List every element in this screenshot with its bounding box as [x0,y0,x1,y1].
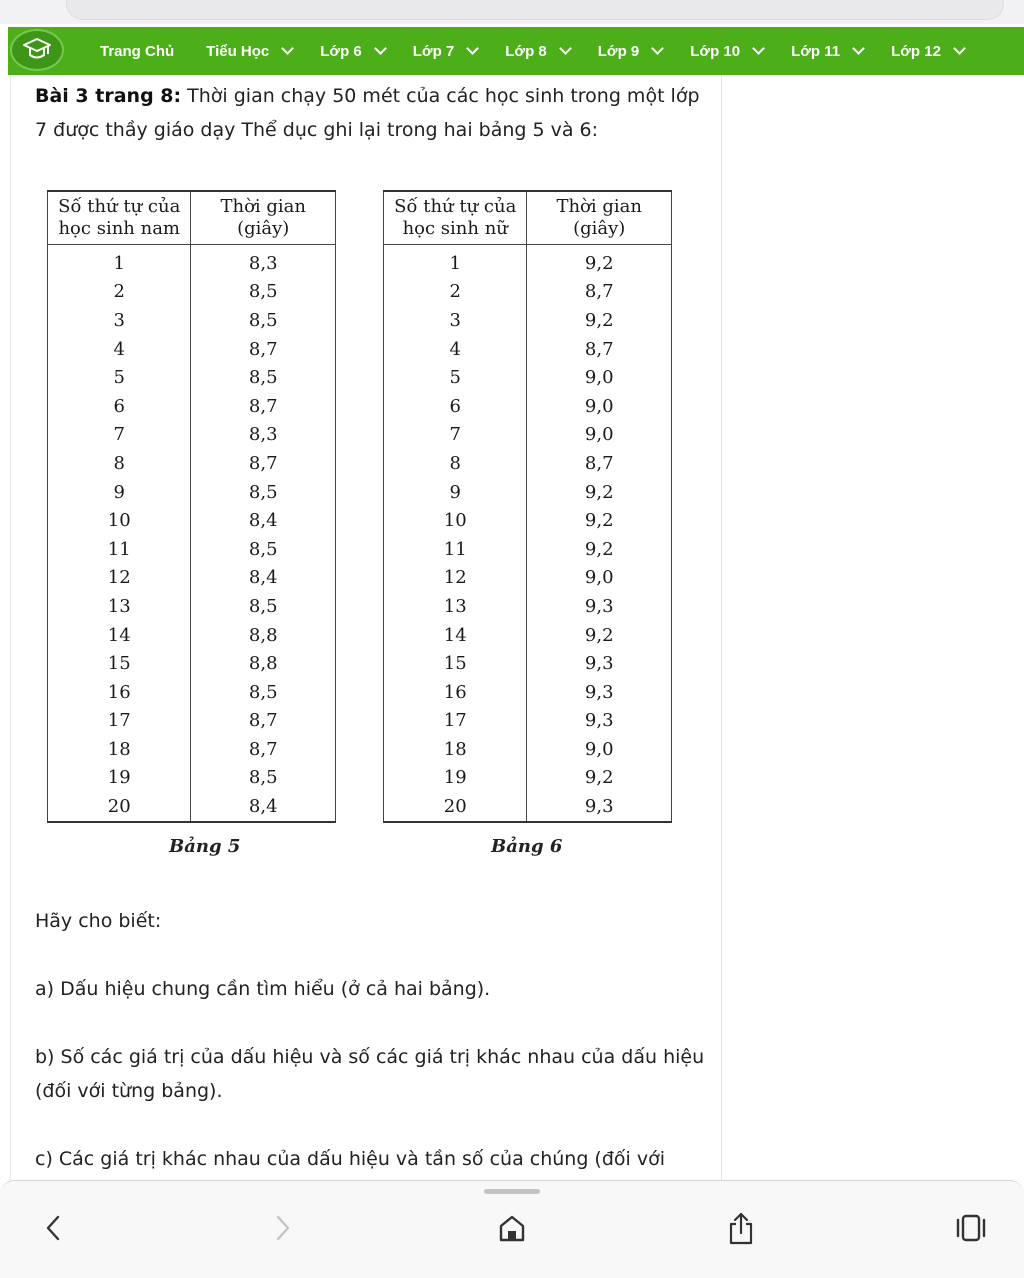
table-row [384,278,672,307]
table-row [384,306,672,335]
time-cell: 8,5 [191,592,336,621]
student-index-cell: 20 [48,792,191,822]
chevron-down-icon[interactable] [651,42,664,55]
student-index-cell: 12 [384,564,527,593]
table-row [384,678,672,707]
table5-caption: Bảng 5 [169,836,241,857]
chevron-down-icon[interactable] [953,42,966,55]
chevron-down-icon[interactable] [374,42,387,55]
student-index-cell: 2 [384,278,527,307]
student-index-cell: 9 [48,478,191,507]
table-row [384,707,672,736]
student-index-cell: 5 [384,363,527,392]
table-row [48,649,336,678]
time-cell: 9,2 [527,506,672,535]
nav-item-6[interactable] [690,43,763,60]
student-index-cell: 10 [384,506,527,535]
time-cell: 8,7 [191,707,336,736]
student-index-cell: 12 [48,564,191,593]
time-cell: 8,5 [191,478,336,507]
graduation-cap-icon [22,36,52,64]
table-row [384,735,672,764]
time-cell: 8,7 [191,335,336,364]
nav-item-label: Lớp 9 [597,42,640,60]
nav-item-3[interactable] [413,43,478,60]
time-cell: 9,0 [527,735,672,764]
table-row [384,421,672,450]
time-cell: 8,5 [191,678,336,707]
student-index-cell: 15 [48,649,191,678]
student-index-cell: 20 [384,792,527,822]
time-cell: 8,4 [191,792,336,822]
question-c: c) Các giá trị khác nhau của dấu hiệu và tần số của chúng (đối với [35,1148,665,1170]
table-row [384,449,672,478]
table-row [384,535,672,564]
time-cell: 9,2 [527,764,672,793]
table-row [48,478,336,507]
student-index-cell: 10 [48,506,191,535]
student-index-cell: 17 [48,707,191,736]
chevron-down-icon[interactable] [559,42,572,55]
table6-header-index: Số thứ tự của học sinh nữ [384,191,527,245]
home-icon[interactable] [496,1211,528,1245]
time-cell: 8,3 [191,421,336,450]
time-cell: 9,3 [527,792,672,822]
student-index-cell: 9 [384,478,527,507]
chevron-down-icon[interactable] [752,42,765,55]
intro-paragraph [35,79,705,147]
chevron-down-icon[interactable] [281,42,294,55]
time-cell: 8,7 [527,278,672,307]
time-cell: 8,7 [191,735,336,764]
table-row [384,335,672,364]
table-row [48,592,336,621]
table5-header-index: Số thứ tự của học sinh nam [48,191,191,245]
table-row [48,392,336,421]
table-row [384,764,672,793]
time-cell: 8,7 [527,335,672,364]
table-row [48,363,336,392]
time-cell: 9,2 [527,478,672,507]
time-cell: 9,2 [527,245,672,278]
table-row [384,392,672,421]
table-row [384,792,672,822]
question-b: b) Số các giá trị của dấu hiệu và số các giá trị khác nhau của dấu hiệu (đối với từng bảng). [35,1046,705,1102]
sheet-handle[interactable] [484,1189,540,1194]
nav-item-5[interactable] [598,43,663,60]
table-row [48,306,336,335]
table-row [384,478,672,507]
table-row [48,278,336,307]
table-row [384,245,672,278]
time-cell: 8,5 [191,535,336,564]
time-cell: 9,0 [527,392,672,421]
time-cell: 8,7 [527,449,672,478]
table-row [48,678,336,707]
chevron-down-icon[interactable] [852,42,865,55]
student-index-cell: 17 [384,707,527,736]
student-index-cell: 11 [384,535,527,564]
nav-item-label: Lớp 11 [791,42,841,60]
nav-item-2[interactable] [320,43,385,60]
time-cell: 9,0 [527,363,672,392]
share-icon[interactable] [726,1211,756,1247]
student-index-cell: 7 [384,421,527,450]
table-row [48,506,336,535]
intro-text: Thời gian chạy 50 mét của các học sinh trong một lớp 7 được thầy giáo dạy Thể dục ghi lại trong hai bảng 5 và 6: [35,85,700,141]
student-index-cell: 13 [48,592,191,621]
table-girls-times [383,190,672,823]
back-icon[interactable] [40,1211,68,1245]
address-bar[interactable] [66,0,1004,20]
question-a: a) Dấu hiệu chung cần tìm hiểu (ở cả hai bảng). [35,978,491,1000]
nav-item-8[interactable] [891,43,964,60]
table-row [384,621,672,650]
student-index-cell: 6 [384,392,527,421]
table-row [48,764,336,793]
time-cell: 8,3 [191,245,336,278]
time-cell: 8,7 [191,449,336,478]
table-row [48,792,336,822]
nav-item-0[interactable] [100,43,174,60]
time-cell: 8,5 [191,764,336,793]
time-cell: 8,8 [191,621,336,650]
time-cell: 9,2 [527,306,672,335]
time-cell: 8,5 [191,363,336,392]
exercise-title: Bài 3 trang 8: [35,85,182,107]
nav-item-4[interactable] [505,43,570,60]
article-content [10,75,722,1185]
table-row [48,245,336,278]
time-cell: 9,2 [527,621,672,650]
student-index-cell: 15 [384,649,527,678]
table-row [48,707,336,736]
table-row [48,564,336,593]
student-index-cell: 14 [384,621,527,650]
top-navigation [8,27,1024,75]
time-cell: 9,2 [527,535,672,564]
nav-item-7[interactable] [791,43,863,60]
table-row [48,449,336,478]
student-index-cell: 19 [48,764,191,793]
student-index-cell: 18 [384,735,527,764]
tabs-icon[interactable] [954,1211,988,1245]
table6-header-time: Thời gian (giây) [527,191,672,245]
nav-item-label: Lớp 10 [690,42,741,60]
table-row [384,649,672,678]
table-row [48,535,336,564]
table-row [384,363,672,392]
time-cell: 8,4 [191,506,336,535]
table6-caption: Bảng 6 [491,836,563,857]
time-cell: 8,4 [191,564,336,593]
table5-header-time: Thời gian (giây) [191,191,336,245]
student-index-cell: 14 [48,621,191,650]
table-row [48,735,336,764]
student-index-cell: 6 [48,392,191,421]
student-index-cell: 4 [384,335,527,364]
nav-item-label: Tiểu Học [206,42,270,60]
chevron-down-icon[interactable] [466,42,479,55]
site-logo[interactable] [10,29,64,71]
student-index-cell: 13 [384,592,527,621]
time-cell: 9,3 [527,592,672,621]
time-cell: 9,3 [527,707,672,736]
nav-item-label: Lớp 6 [320,42,362,60]
student-index-cell: 16 [384,678,527,707]
student-index-cell: 8 [384,449,527,478]
student-index-cell: 7 [48,421,191,450]
nav-item-label: Lớp 8 [505,42,547,60]
table-row [48,621,336,650]
nav-item-1[interactable] [206,43,292,60]
table-boys-times [47,190,336,823]
student-index-cell: 19 [384,764,527,793]
question-prompt: Hãy cho biết: [35,910,162,932]
student-index-cell: 8 [48,449,191,478]
table-row [384,564,672,593]
browser-toolbar [0,1180,1024,1278]
time-cell: 9,0 [527,421,672,450]
time-cell: 8,5 [191,306,336,335]
nav-item-label: Lớp 7 [412,42,455,60]
nav-menu [100,27,992,75]
browser-address-area [0,0,1024,24]
student-index-cell: 3 [48,306,191,335]
time-cell: 9,3 [527,678,672,707]
student-index-cell: 11 [48,535,191,564]
student-index-cell: 4 [48,335,191,364]
time-cell: 9,3 [527,649,672,678]
time-cell: 9,0 [527,564,672,593]
table-row [384,506,672,535]
student-index-cell: 3 [384,306,527,335]
nav-item-label: Trang Chủ [100,42,175,60]
table-row [384,592,672,621]
time-cell: 8,7 [191,392,336,421]
table-row [48,335,336,364]
forward-icon[interactable] [268,1211,296,1245]
student-index-cell: 1 [48,245,191,278]
student-index-cell: 2 [48,278,191,307]
table-row [48,421,336,450]
student-index-cell: 18 [48,735,191,764]
time-cell: 8,8 [191,649,336,678]
time-cell: 8,5 [191,278,336,307]
student-index-cell: 1 [384,245,527,278]
nav-item-label: Lớp 12 [891,42,941,60]
student-index-cell: 16 [48,678,191,707]
student-index-cell: 5 [48,363,191,392]
